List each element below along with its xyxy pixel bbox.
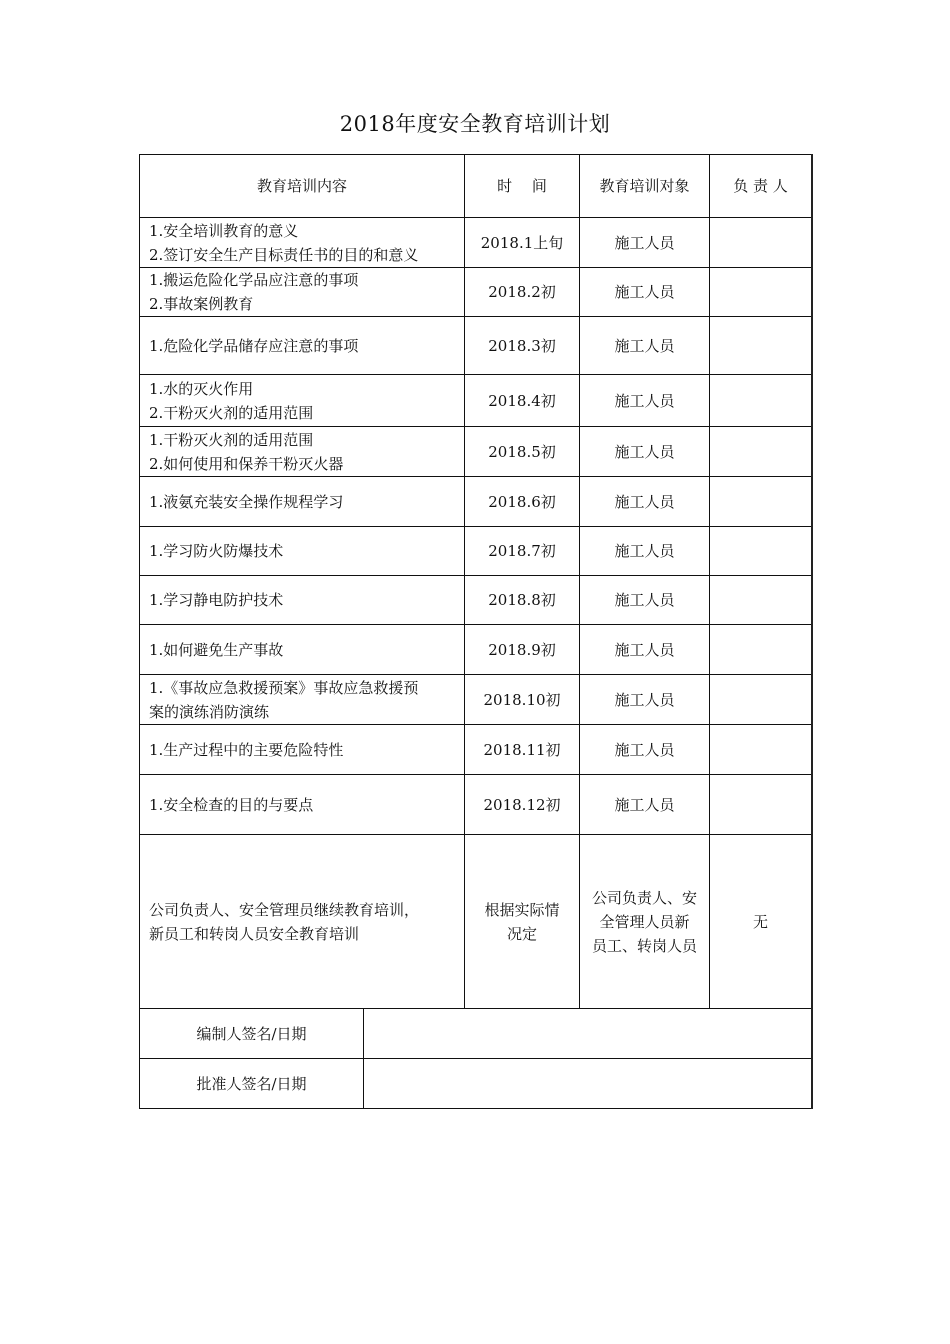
- approver-signature-row: [140, 1059, 812, 1109]
- cell-line: 1.学习防火防爆技术: [149, 542, 284, 560]
- target-cell: 施工人员: [580, 218, 710, 268]
- table-row: [140, 675, 812, 725]
- owner-cell: [710, 218, 812, 268]
- owner-cell: [710, 576, 812, 625]
- cell-line: 1.液氨充装安全操作规程学习: [149, 492, 344, 511]
- table-header-row: [140, 155, 812, 218]
- table-row-special: [140, 835, 812, 1009]
- content-cell: [140, 775, 465, 835]
- owner-cell: [710, 317, 812, 375]
- target-cell: 施工人员: [580, 375, 710, 427]
- content-cell: [140, 625, 465, 675]
- owner-cell: [710, 477, 812, 527]
- cell-line: 2.干粉灭火剂的适用范围: [149, 403, 314, 422]
- table-row: [140, 527, 812, 576]
- cell-line: 况定: [507, 924, 538, 943]
- content-cell: [140, 675, 465, 725]
- cell-line: 1.水的灭火作用: [149, 379, 254, 398]
- compiler-signature-field[interactable]: [364, 1009, 812, 1059]
- approver-signature-label: 批准人签名/日期: [140, 1059, 364, 1109]
- target-cell: 施工人员: [580, 317, 710, 375]
- table-row: [140, 576, 812, 625]
- target-cell: 施工人员: [580, 477, 710, 527]
- cell-line: 2.事故案例教育: [149, 295, 254, 313]
- table-row: [140, 427, 812, 477]
- content-cell: [140, 427, 465, 477]
- approver-signature-field[interactable]: [364, 1059, 812, 1109]
- owner-cell: [710, 775, 812, 835]
- cell-line: 公司负责人、安: [592, 888, 698, 907]
- cell-line: 2.签订安全生产目标责任书的目的和意义: [149, 245, 419, 264]
- owner-cell: [710, 725, 812, 775]
- target-cell: 施工人员: [580, 625, 710, 675]
- content-cell: [140, 527, 465, 576]
- content-cell: [140, 576, 465, 625]
- content-cell: [140, 317, 465, 375]
- time-cell: 2018.8初: [465, 576, 580, 625]
- owner-cell: [710, 625, 812, 675]
- owner-cell: [710, 675, 812, 725]
- cell-line: 根据实际情: [484, 900, 560, 919]
- time-cell: 2018.9初: [465, 625, 580, 675]
- table-row: [140, 477, 812, 527]
- content-cell: [140, 835, 465, 1009]
- time-cell: 2018.5初: [465, 427, 580, 477]
- cell-line: 1.如何避免生产事故: [149, 640, 284, 659]
- compiler-signature-row: [140, 1009, 812, 1059]
- header-time: 时 间: [465, 155, 580, 218]
- table-row: [140, 725, 812, 775]
- cell-line: 1.学习静电防护技术: [149, 591, 284, 609]
- time-cell: 2018.3初: [465, 317, 580, 375]
- owner-cell: [710, 527, 812, 576]
- cell-line: 全管理人员新: [599, 912, 690, 931]
- content-cell: [140, 725, 465, 775]
- cell-line: 1.搬运危险化学品应注意的事项: [149, 271, 359, 289]
- cell-line: 公司负责人、安全管理员继续教育培训，: [149, 900, 420, 919]
- owner-cell: [710, 427, 812, 477]
- content-cell: [140, 375, 465, 427]
- header-target: 教育培训对象: [580, 155, 710, 218]
- compiler-signature-label: 编制人签名/日期: [140, 1009, 364, 1059]
- table-row: [140, 317, 812, 375]
- time-cell: 2018.1上旬: [465, 218, 580, 268]
- time-cell: 2018.6初: [465, 477, 580, 527]
- target-cell: 施工人员: [580, 268, 710, 317]
- owner-cell: [710, 375, 812, 427]
- target-cell: 施工人员: [580, 527, 710, 576]
- target-cell: 施工人员: [580, 427, 710, 477]
- time-cell: 2018.10初: [465, 675, 580, 725]
- cell-line: 员工、转岗人员: [592, 936, 698, 955]
- content-cell: [140, 218, 465, 268]
- page-title: 2018年度安全教育培训计划: [339, 112, 611, 136]
- time-cell: [465, 835, 580, 1009]
- header-content: 教育培训内容: [140, 155, 465, 218]
- target-cell: [580, 835, 710, 1009]
- time-cell: 2018.7初: [465, 527, 580, 576]
- table-row: [140, 268, 812, 317]
- cell-line: 1.危险化学品储存应注意的事项: [149, 336, 359, 355]
- cell-line: 1.安全培训教育的意义: [149, 221, 299, 240]
- content-cell: [140, 477, 465, 527]
- training-plan-table: [139, 154, 812, 1109]
- table-right-edge: [811, 154, 813, 1109]
- target-cell: 施工人员: [580, 576, 710, 625]
- cell-line: 案的演练消防演练: [149, 702, 270, 721]
- target-cell: 施工人员: [580, 775, 710, 835]
- cell-line: 1.干粉灭火剂的适用范围: [149, 430, 314, 449]
- target-cell: 施工人员: [580, 725, 710, 775]
- time-cell: 2018.11初: [465, 725, 580, 775]
- cell-line: 新员工和转岗人员安全教育培训: [149, 924, 360, 943]
- cell-line: 1.《事故应急救援预案》事故应急救援预: [149, 678, 419, 697]
- cell-line: 1.安全检查的目的与要点: [149, 795, 314, 814]
- table-row: [140, 775, 812, 835]
- table-row: [140, 625, 812, 675]
- content-cell: [140, 268, 465, 317]
- header-owner: 负 责 人: [710, 155, 812, 218]
- target-cell: 施工人员: [580, 675, 710, 725]
- cell-line: 2.如何使用和保养干粉灭火器: [149, 454, 344, 473]
- cell-line: 1.生产过程中的主要危险特性: [149, 740, 344, 759]
- time-cell: 2018.4初: [465, 375, 580, 427]
- owner-cell: 无: [710, 835, 812, 1009]
- owner-cell: [710, 268, 812, 317]
- time-cell: 2018.12初: [465, 775, 580, 835]
- table-row: [140, 218, 812, 268]
- table-row: [140, 375, 812, 427]
- time-cell: 2018.2初: [465, 268, 580, 317]
